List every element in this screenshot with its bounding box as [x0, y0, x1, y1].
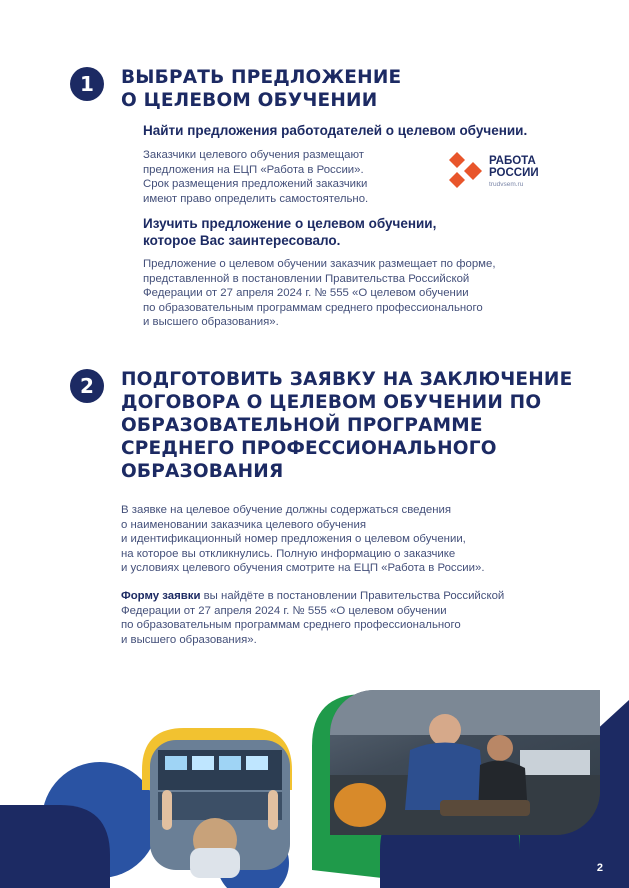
text-line: Федерации от 27 апреля 2024 г. № 555 «О целевом обучении: [143, 287, 469, 300]
logo-text: [489, 155, 539, 179]
photo-workshop: [330, 690, 600, 835]
section2-paragraph2: [121, 589, 504, 647]
text-line: представленной в постановлении Правительства Российской: [143, 272, 470, 285]
rabota-rossii-logo-icon: [447, 150, 485, 190]
step-number-badge-2: 2: [70, 369, 104, 403]
text-line: Заказчики целевого обучения размещают: [143, 149, 365, 161]
section2-title-line: ДОГОВОРА О ЦЕЛЕВОМ ОБУЧЕНИИ ПО: [121, 392, 542, 413]
section1-subheading1: Найти предложения работодателей о целевом обучении.: [143, 123, 528, 138]
text-line: вы найдёте в постановлении Правительства Российской: [200, 590, 505, 602]
text-line: и высшего образования».: [143, 316, 279, 329]
text-line: по образовательным программам среднего профессионального: [121, 619, 461, 632]
section2-title-line: ПОДГОТОВИТЬ ЗАЯВКУ НА ЗАКЛЮЧЕНИЕ: [121, 369, 573, 390]
text-line: по образовательным программам среднего профессионального: [143, 301, 483, 314]
workshop-scene: [330, 690, 600, 835]
text-line: на которое вы откликнулись. Полную информацию о заказчике: [121, 547, 456, 560]
text-line: и условиях целевого обучения смотрите на ЕЦП «Работа в России».: [121, 562, 485, 575]
text-line: и высшего образования».: [121, 633, 257, 646]
logo-url: trudvsem.ru: [489, 181, 524, 188]
section2-title: [121, 368, 572, 483]
subheading-line: которое Вас заинтересовало.: [143, 233, 341, 248]
section1-subheading2: [143, 215, 436, 249]
section1-title-line: ВЫБРАТЬ ПРЕДЛОЖЕНИЕ: [121, 67, 402, 88]
section1-title: [121, 66, 401, 112]
text-line: Федерации от 27 апреля 2024 г. № 555 «О целевом обучении: [121, 604, 447, 617]
subheading-line: Изучить предложение о целевом обучении,: [143, 216, 437, 231]
text-line: В заявке на целевое обучение должны содержаться сведения: [121, 504, 452, 516]
text-line: Срок размещения предложений заказчики: [143, 178, 368, 191]
logo-line1: РАБОТА: [489, 155, 536, 167]
text-line: Предложение о целевом обучении заказчик размещает по форме,: [143, 258, 496, 270]
section1-text1: [143, 148, 368, 206]
logo-line2: РОССИИ: [489, 167, 539, 179]
photo-child-control-room: [150, 740, 290, 878]
section2-paragraph1: [121, 503, 485, 576]
text-line: предложения на ЕЦП «Работа в России».: [143, 163, 364, 176]
section2-title-line: СРЕДНЕГО ПРОФЕССИОНАЛЬНОГО: [121, 438, 497, 459]
step-number-badge-1: 1: [70, 67, 104, 101]
rabota-rossii-logo: [447, 150, 547, 192]
form-link-bold: Форму заявки: [121, 590, 201, 602]
text-line: имеют право определить самостоятельно.: [143, 192, 369, 205]
page-number: 2: [596, 862, 603, 874]
section1-text2: [143, 257, 496, 330]
text-line: и идентификационный номер предложения о целевом обучении,: [121, 533, 466, 546]
text-line: о наименовании заказчика целевого обучения: [121, 518, 366, 531]
section2-title-line: ОБРАЗОВАНИЯ: [121, 461, 284, 482]
section2-title-line: ОБРАЗОВАТЕЛЬНОЙ ПРОГРАММЕ: [121, 415, 483, 436]
section1-title-line: О ЦЕЛЕВОМ ОБУЧЕНИИ: [121, 90, 378, 111]
